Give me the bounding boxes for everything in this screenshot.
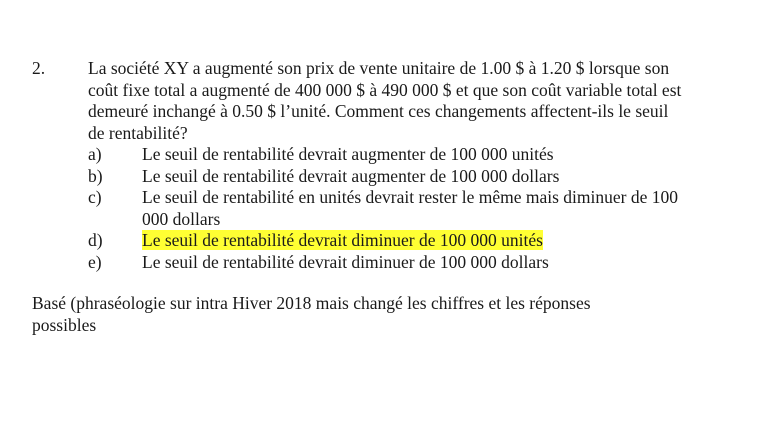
option-text: Le seuil de rentabilité devrait diminuer de 100 000 dollars <box>142 251 549 272</box>
option-text: Le seuil de rentabilité devrait augmenter de 100 000 unités <box>142 144 554 164</box>
option-text: Le seuil de rentabilité devrait augmenter de 100 000 dollars <box>142 165 560 186</box>
option-text: Le seuil de rentabilité en unités devrait rester le même mais diminuer de 100 000 dollars <box>142 187 678 229</box>
option-letter: e) <box>88 251 102 272</box>
highlighted-answer-text: Le seuil de rentabilité devrait diminuer de 100 000 unités <box>142 230 543 250</box>
source-note: Basé (phraséologie sur intra Hiver 2018 mais changé les chiffres et les réponses possibles <box>32 293 591 335</box>
option-letter: a) <box>88 144 102 164</box>
answer-option-a <box>88 144 688 166</box>
answer-option-e <box>88 252 688 274</box>
answer-option-d <box>88 230 688 252</box>
option-letter: b) <box>88 165 103 186</box>
question-number: 2. <box>32 58 46 78</box>
answer-option-c <box>88 187 688 230</box>
answer-option-b <box>88 166 688 188</box>
option-letter: c) <box>88 187 102 207</box>
answer-options-list <box>88 144 688 273</box>
option-letter: d) <box>88 230 103 250</box>
question-text: La société XY a augmenté son prix de vente unitaire de 1.00 $ à 1.20 $ lorsque son coût fixe total a augmenté de 400 000 $ à 490 000 $ et que son coût variable total est demeuré inchangé à 0.50 $ l’unité. Comment ces changements affectent-ils le seuil de rentabilité? <box>88 58 682 143</box>
